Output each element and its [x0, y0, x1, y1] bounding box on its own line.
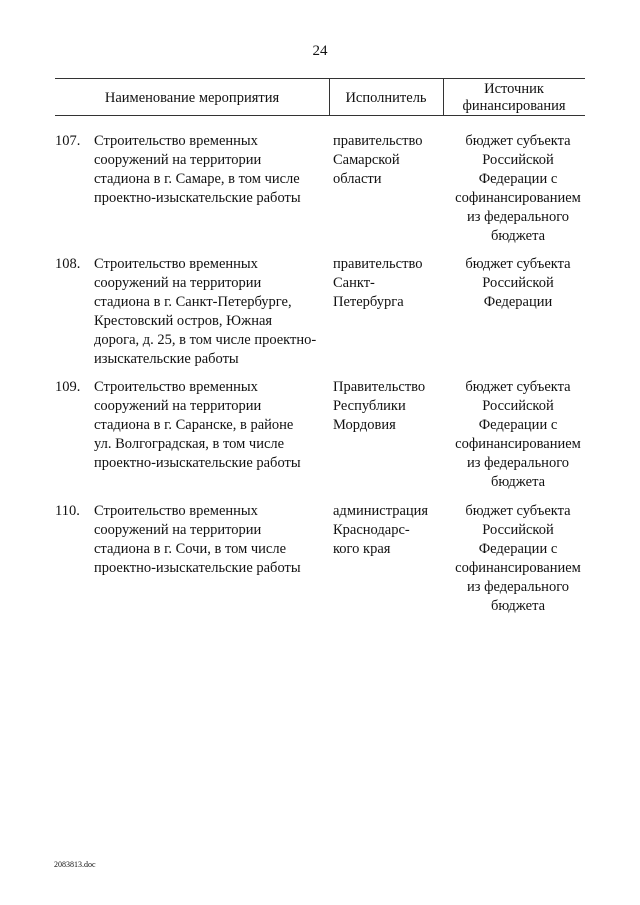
- row-name: Строительство временных сооружений на территории стадиона в г. Самаре, в том числе проектно-изыскательские работы: [94, 133, 301, 206]
- row-funding: бюджет субъекта Российской Федерации с софинансированием из федерального бюджета: [455, 503, 581, 614]
- page-number: 24: [312, 43, 328, 59]
- row-name: Строительство временных сооружений на территории стадиона в г. Саранске, в районе ул. Волгоградская, в том числе проектно-изыскательские работы: [94, 379, 301, 471]
- row-executor: Правительство Республики Мордовия: [333, 379, 426, 433]
- header-executor: Исполнитель: [345, 90, 427, 106]
- row-funding: бюджет субъекта Российской Федерации с софинансированием из федерального бюджета: [455, 133, 581, 244]
- row-name: Строительство временных сооружений на территории стадиона в г. Сочи, в том числе проектно-изыскательские работы: [94, 503, 301, 576]
- row-name: Строительство временных сооружений на территории стадиона в г. Санкт-Петербурге, Крестовский остров, Южная дорога, д. 25, в том числе проектно- изыскательские работы: [94, 256, 317, 367]
- header-bottom-rule: [55, 115, 585, 116]
- row-number: 110.: [55, 503, 80, 519]
- document-footer: 2083813.doc: [54, 860, 96, 869]
- row-executor: правительство Санкт- Петербурга: [333, 256, 423, 310]
- header-top-rule: [55, 78, 585, 79]
- row-funding: бюджет субъекта Российской Федерации с софинансированием из федерального бюджета: [455, 379, 581, 490]
- header-funding: Источник финансирования: [462, 81, 566, 114]
- row-number: 109.: [55, 379, 81, 395]
- row-funding: бюджет субъекта Российской Федерации: [465, 256, 571, 310]
- header-name: Наименование мероприятия: [104, 90, 280, 106]
- row-number: 108.: [55, 256, 81, 272]
- row-number: 107.: [55, 133, 81, 149]
- row-executor: администрация Краснодарс- кого края: [333, 503, 429, 557]
- row-executor: правительство Самарской области: [333, 133, 423, 187]
